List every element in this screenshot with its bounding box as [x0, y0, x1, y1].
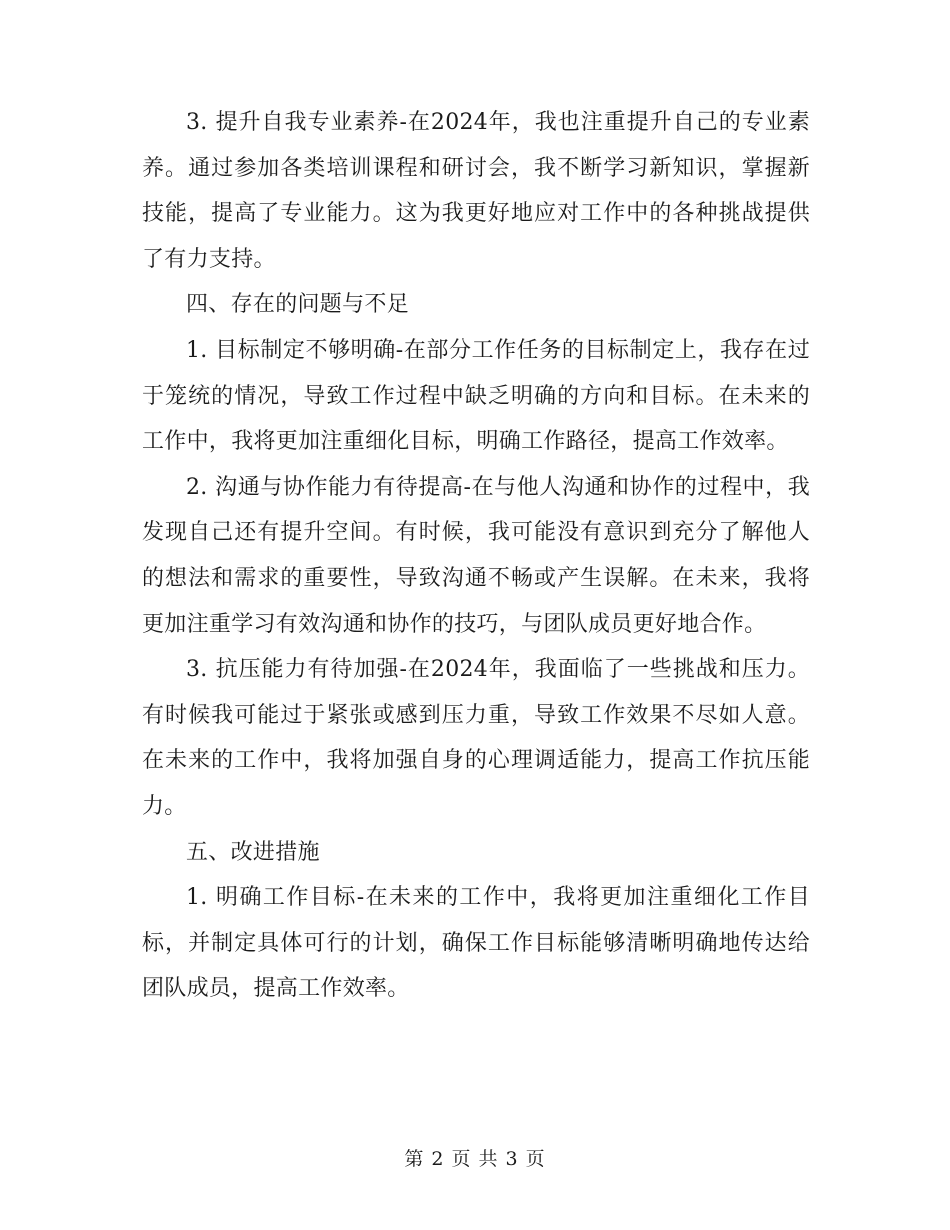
page-number-footer: 第 2 页 共 3 页 [404, 1148, 546, 1170]
section-heading-problems: 四、存在的问题与不足 [186, 292, 410, 318]
section-heading-improvements: 五、改进措施 [186, 839, 320, 865]
document-body [142, 100, 810, 1012]
paragraph-communication: 2. 沟通与协作能力有待提高-在与他人沟通和协作的过程中，我发现自己还有提升空间。有时候，我可能没有意识到充分了解他人的想法和需求的重要性，导致沟通不畅或产生误解。在未来，我将更加注重学习有效沟通和协作的技巧，与团队成员更好地合作。 [142, 474, 810, 637]
paragraph-professional-quality: 3. 提升自我专业素养-在2024年，我也注重提升自己的专业素养。通过参加各类培训课程和研讨会，我不断学习新知识，掌握新技能，提高了专业能力。这为我更好地应对工作中的各种挑战提供了有力支持。 [142, 110, 810, 272]
paragraph-goal-setting: 1. 目标制定不够明确-在部分工作任务的目标制定上，我存在过于笼统的情况，导致工作过程中缺乏明确的方向和目标。在未来的工作中，我将更加注重细化目标，明确工作路径，提高工作效率。 [142, 337, 810, 455]
paragraph-stress-resistance: 3. 抗压能力有待加强-在2024年，我面临了一些挑战和压力。有时候我可能过于紧张或感到压力重，导致工作效果不尽如人意。在未来的工作中，我将加强自身的心理调适能力，提高工作抗压能力。 [142, 657, 810, 819]
paragraph-clear-goals: 1. 明确工作目标-在未来的工作中，我将更加注重细化工作目标，并制定具体可行的计划，确保工作目标能够清晰明确地传达给团队成员，提高工作效率。 [142, 885, 810, 1002]
